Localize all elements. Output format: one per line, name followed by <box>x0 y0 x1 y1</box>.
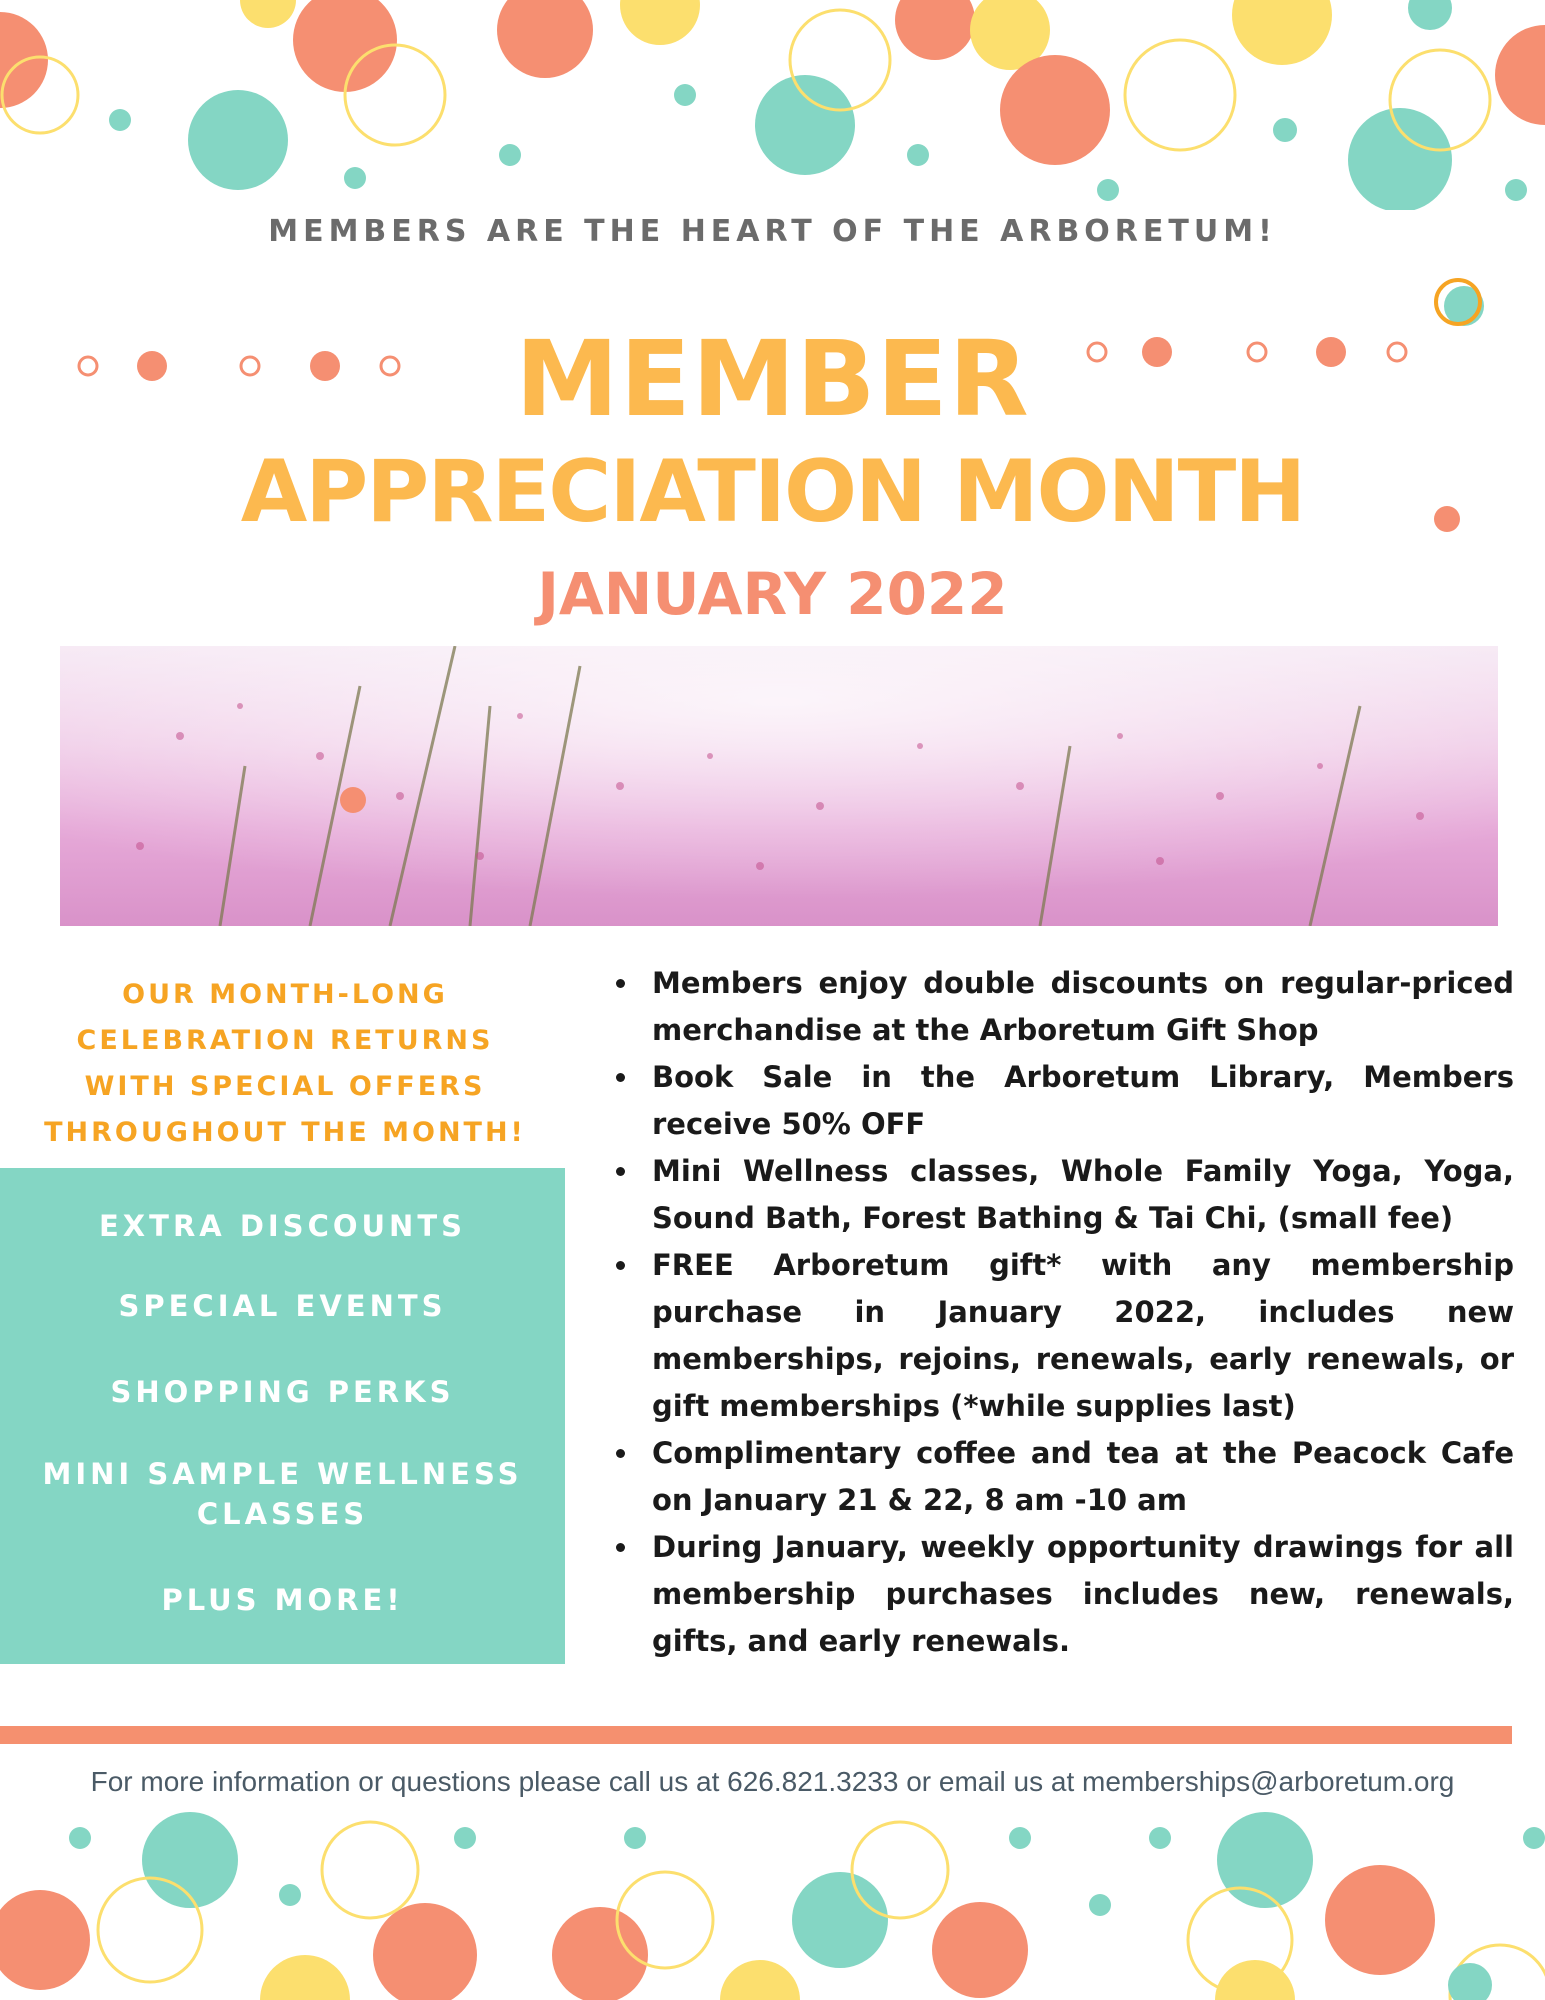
benefit-item: Book Sale in the Arboretum Library, Members receive 50% OFF <box>604 1054 1514 1148</box>
promo-line: OUR MONTH-LONG <box>122 979 448 1010</box>
pink-grass-hero-image <box>60 646 1498 926</box>
bottom-confetti-decoration <box>0 1790 1545 2000</box>
benefit-item: FREE Arboretum gift* with any membership purchase in January 2022, includes new memberships, rejoins, renewals, early renewals, or gift memberships (*while supplies last) <box>604 1242 1514 1430</box>
highlight-wellness-classes: MINI SAMPLE WELLNESS CLASSES <box>42 1457 523 1531</box>
tagline: MEMBERS ARE THE HEART OF THE ARBORETUM! <box>268 214 1277 249</box>
benefit-item: Complimentary coffee and tea at the Peacock Cafe on January 21 & 22, 8 am -10 am <box>604 1430 1514 1524</box>
highlight-extra-discounts: EXTRA DISCOUNTS <box>99 1209 466 1243</box>
promo-line: CELEBRATION RETURNS <box>76 1025 494 1056</box>
benefit-item: During January, weekly opportunity drawings for all membership purchases includes new, renewals, gifts, and early renewals. <box>604 1524 1514 1665</box>
benefit-item: Mini Wellness classes, Whole Family Yoga, Yoga, Sound Bath, Forest Bathing & Tai Chi, (small fee) <box>604 1148 1514 1242</box>
event-date: JANUARY 2022 <box>537 560 1008 628</box>
title-line-2: APPRECIATION MONTH <box>240 442 1305 542</box>
top-confetti-decoration <box>0 0 1545 210</box>
title-line-1: MEMBER <box>515 318 1030 440</box>
promo-line: WITH SPECIAL OFFERS <box>84 1071 486 1102</box>
benefits-list <box>604 960 1514 1665</box>
contact-info: For more information or questions please call us at 626.821.3233 or email us at memberships@arboretum.org <box>90 1766 1455 1797</box>
promo-line: THROUGHOUT THE MONTH! <box>44 1117 526 1148</box>
highlight-special-events: SPECIAL EVENTS <box>118 1289 447 1323</box>
celebration-promo-text <box>20 972 550 1156</box>
highlight-shopping-perks: SHOPPING PERKS <box>110 1375 455 1409</box>
highlight-plus-more: PLUS MORE! <box>161 1583 404 1617</box>
footer-divider <box>0 1726 1512 1744</box>
benefit-item: Members enjoy double discounts on regular-priced merchandise at the Arboretum Gift Shop <box>604 960 1514 1054</box>
highlights-box <box>0 1168 565 1664</box>
